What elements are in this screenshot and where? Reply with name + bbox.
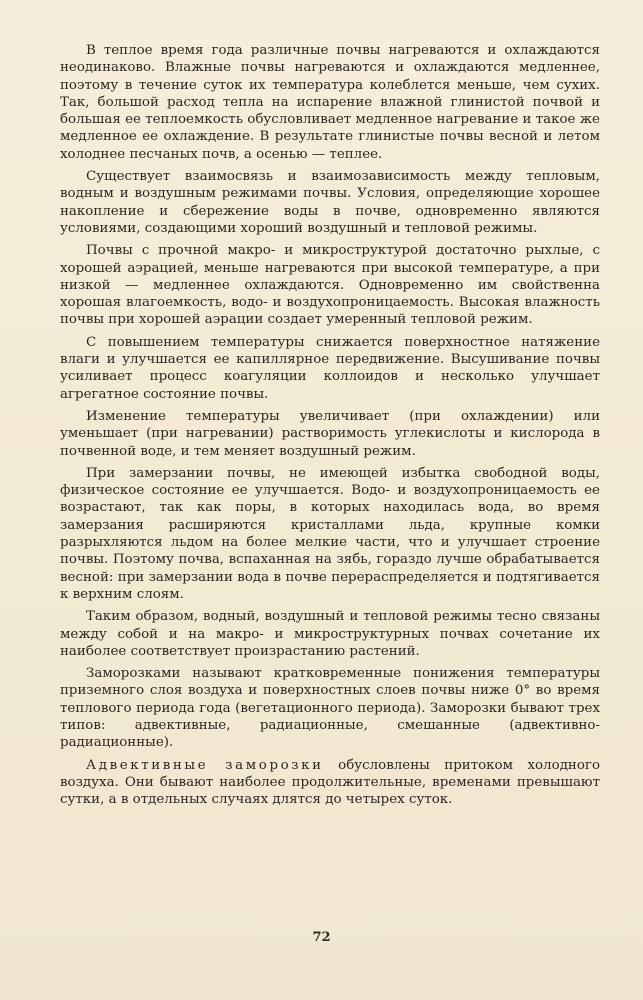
page-number: 72 [312,930,331,945]
paragraph: При замерзании почвы, не имеющей избытка свободной воды, физическое состояние ее улучшается. Водо- и воздухопроницаемость ее возрастают, так как поры, в которых находилась вода, во время замерзания расширяются кристаллами льда, крупные комки разрыхляются льдом на более мелкие части, что и улучшает строение почвы. Поэтому почва, вспаханная на зябь, гораздо лучше обрабатывается весной: при замерзании вода в почве перераспределяется и подтягивается к верхним слоям. [60,465,600,602]
paragraph: Таким образом, водный, воздушный и тепловой режимы тесно связаны между собой и на макро- и микроструктурных почвах сочетание их наиболее соответствует произрастанию растений. [60,609,600,659]
term-advective-frosts: Адвективные заморозки [86,757,324,773]
paragraph: С повышением температуры снижается поверхностное натяжение влаги и улучшается ее капиллярное передвижение. Высушивание почвы усиливает процесс коагуляции коллоидов и несколько улучшает агрегатное состояние почвы. [60,334,600,402]
body-text [60,42,600,813]
paragraph-advective [60,757,600,809]
paragraph: В теплое время года различные почвы нагреваются и охлаждаются неодинаково. Влажные почвы нагреваются и охлаждаются медленнее, поэтому в течение суток их температура колеблется меньше, чем сухих. Так, большой расход тепла на испарение влажной глинистой почвой и большая ее теплоемкость обусловливает медленное нагревание и такое же медленное ее охлаждение. В результате глинистые почвы весной и летом холоднее песчаных почв, а осенью — теплее. [60,43,600,162]
paragraph: Почвы с прочной макро- и микроструктурой достаточно рыхлые, с хорошей аэрацией, меньше нагреваются при высокой температуре, а при низкой — медленнее охлаждаются. Одновременно им свойственна хорошая влагоемкость, водо- и воздухопроницаемость. Высокая влажность почвы при хорошей аэрации создает умеренный тепловой режим. [60,243,600,328]
paragraph: Существует взаимосвязь и взаимозависимость между тепловым, водным и воздушным режимами почвы. Условия, определяющие хорошее накопление и сбережение воды в почве, одновременно являются условиями, создающими хороший воздушный и тепловой режимы. [60,169,600,236]
paragraph: Заморозками называют кратковременные понижения температуры приземного слоя воздуха и поверхностных слоев почвы ниже 0° во время теплового периода года (вегетационного периода). Заморозки бывают трех типов: адвективные, радиационные, смешанные (адвективно-радиационные). [60,666,600,751]
paragraph-rest: обусловлены притоком холодного воздуха. Они бывают наиболее продолжительные, временами превышают сутки, а в отдельных случаях длятся до четырех суток. [60,757,601,808]
paragraph: Изменение температуры увеличивает (при охлаждении) или уменьшает (при нагревании) растворимость углекислоты и кислорода в почвенной воде, и тем меняет воздушный режим. [60,408,600,459]
